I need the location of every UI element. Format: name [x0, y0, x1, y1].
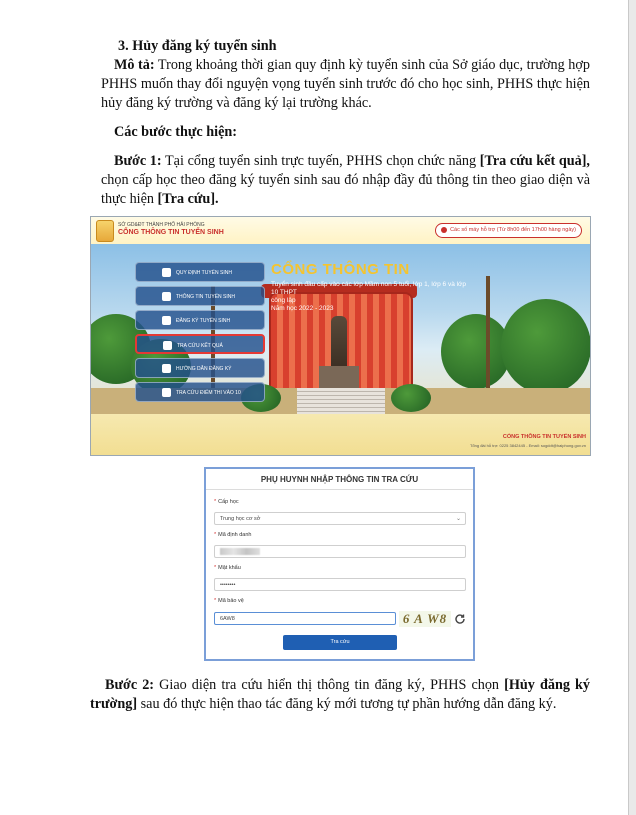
- form-title: PHỤ HUYNH NHẬP THÔNG TIN TRA CỨU: [260, 475, 419, 484]
- info-icon: [162, 292, 171, 301]
- statue: [331, 316, 347, 372]
- phone-icon: [441, 227, 447, 233]
- portal-screenshot: [90, 216, 591, 456]
- form-divider: [206, 489, 473, 490]
- hero-title: CỔNG THÔNG TIN: [271, 261, 410, 278]
- level-select[interactable]: Trung học cơ sở ⌄: [214, 512, 466, 525]
- id-label: * Mã định danh: [214, 532, 252, 538]
- register-icon: [162, 316, 171, 325]
- guide-icon: [162, 364, 171, 373]
- footer-brand: CỔNG THÔNG TIN TUYỂN SINH: [502, 434, 586, 440]
- password-label: * Mật khẩu: [214, 565, 241, 571]
- menu-item-guide[interactable]: HƯỚNG DẪN ĐĂNG KÝ: [135, 358, 265, 378]
- stairs: [297, 388, 385, 414]
- description-line-1: Mô tả: Trong khoảng thời gian quy định kỳ tuyển sinh của Sở giáo dục, trường hợp: [114, 57, 590, 73]
- menu-item-exam-scores[interactable]: TRA CỨU ĐIỂM THI VÀO 10: [135, 382, 265, 402]
- menu-item-regulations[interactable]: QUY ĐỊNH TUYỂN SINH: [135, 262, 265, 282]
- captcha-image: 6 A W8: [399, 611, 451, 627]
- menu-item-info[interactable]: THÔNG TIN TUYỂN SINH: [135, 286, 265, 306]
- education-logo-icon: [96, 220, 114, 242]
- refresh-icon[interactable]: [454, 613, 466, 625]
- captcha-input[interactable]: 6AW8: [214, 612, 396, 625]
- description-line-3: hủy đăng ký trường và đăng ký lại trường khác.: [101, 95, 372, 111]
- portal-org: SỞ GD&ĐT THÀNH PHỐ HẢI PHÒNG: [118, 222, 205, 228]
- footer-contact: Tổng đài hỗ trợ: 0225 3842445 - Email: sogddt@haiphong.gov.vn: [469, 443, 586, 448]
- id-input[interactable]: [214, 545, 466, 558]
- captcha-label: * Mã bảo vệ: [214, 598, 244, 604]
- palm-tree: [486, 276, 490, 396]
- menu-item-register[interactable]: ĐĂNG KÝ TUYỂN SINH: [135, 310, 265, 330]
- score-icon: [162, 388, 171, 397]
- step1-line-2: chọn cấp học theo đăng ký tuyển sinh sau đó nhập đầy đủ thông tin theo giao diện và: [101, 172, 590, 188]
- password-input[interactable]: ••••••••: [214, 578, 466, 591]
- hero-subtitle: Tuyển sinh đầu cấp vào các lớp Mầm non 5 tuổi, lớp 1, lớp 6 và lớp 10 THPT công lập Năm học 2022 - 2023: [271, 281, 466, 312]
- hero-banner: [91, 244, 590, 414]
- shrub: [391, 384, 431, 412]
- page-edge: [628, 0, 636, 815]
- statue-pedestal: [319, 366, 359, 388]
- lookup-button[interactable]: Tra cứu: [283, 635, 397, 650]
- tree: [501, 299, 590, 394]
- step2-line-2: trường] sau đó thực hiện thao tác đăng ký mới tương tự phần hướng dẫn đăng ký.: [90, 696, 557, 712]
- support-hotline[interactable]: Các số máy hỗ trợ (Từ 8h00 đến 17h00 hàng ngày): [435, 223, 582, 238]
- portal-header: [91, 217, 590, 245]
- level-label: * Cấp học: [214, 499, 239, 505]
- menu-item-lookup-results[interactable]: TRA CỨU KẾT QUẢ: [135, 334, 265, 354]
- lookup-form-screenshot: [204, 467, 475, 661]
- steps-heading: Các bước thực hiện:: [114, 124, 238, 140]
- chevron-down-icon: ⌄: [455, 516, 461, 522]
- portal-menu: [135, 262, 265, 406]
- portal-name: CỔNG THÔNG TIN TUYỂN SINH: [118, 229, 224, 236]
- step1-line-1: Bước 1: Tại cổng tuyển sinh trực tuyến, PHHS chọn chức năng [Tra cứu kết quả],: [114, 153, 590, 169]
- step1-line-3: thực hiện [Tra cứu].: [101, 191, 219, 207]
- document-icon: [162, 268, 171, 277]
- redacted-value: [220, 548, 260, 555]
- description-line-2: PHHS muốn thay đổi nguyện vọng tuyển sinh trước đó cho học sinh, PHHS thực hiện: [101, 76, 590, 92]
- search-icon: [163, 341, 172, 350]
- step2-line-1: Bước 2: Giao diện tra cứu hiển thị thông tin đăng ký, PHHS chọn [Hủy đăng ký: [105, 677, 590, 693]
- section-heading: 3. Hủy đăng ký tuyển sinh: [118, 38, 277, 54]
- portal-footer: [91, 414, 590, 455]
